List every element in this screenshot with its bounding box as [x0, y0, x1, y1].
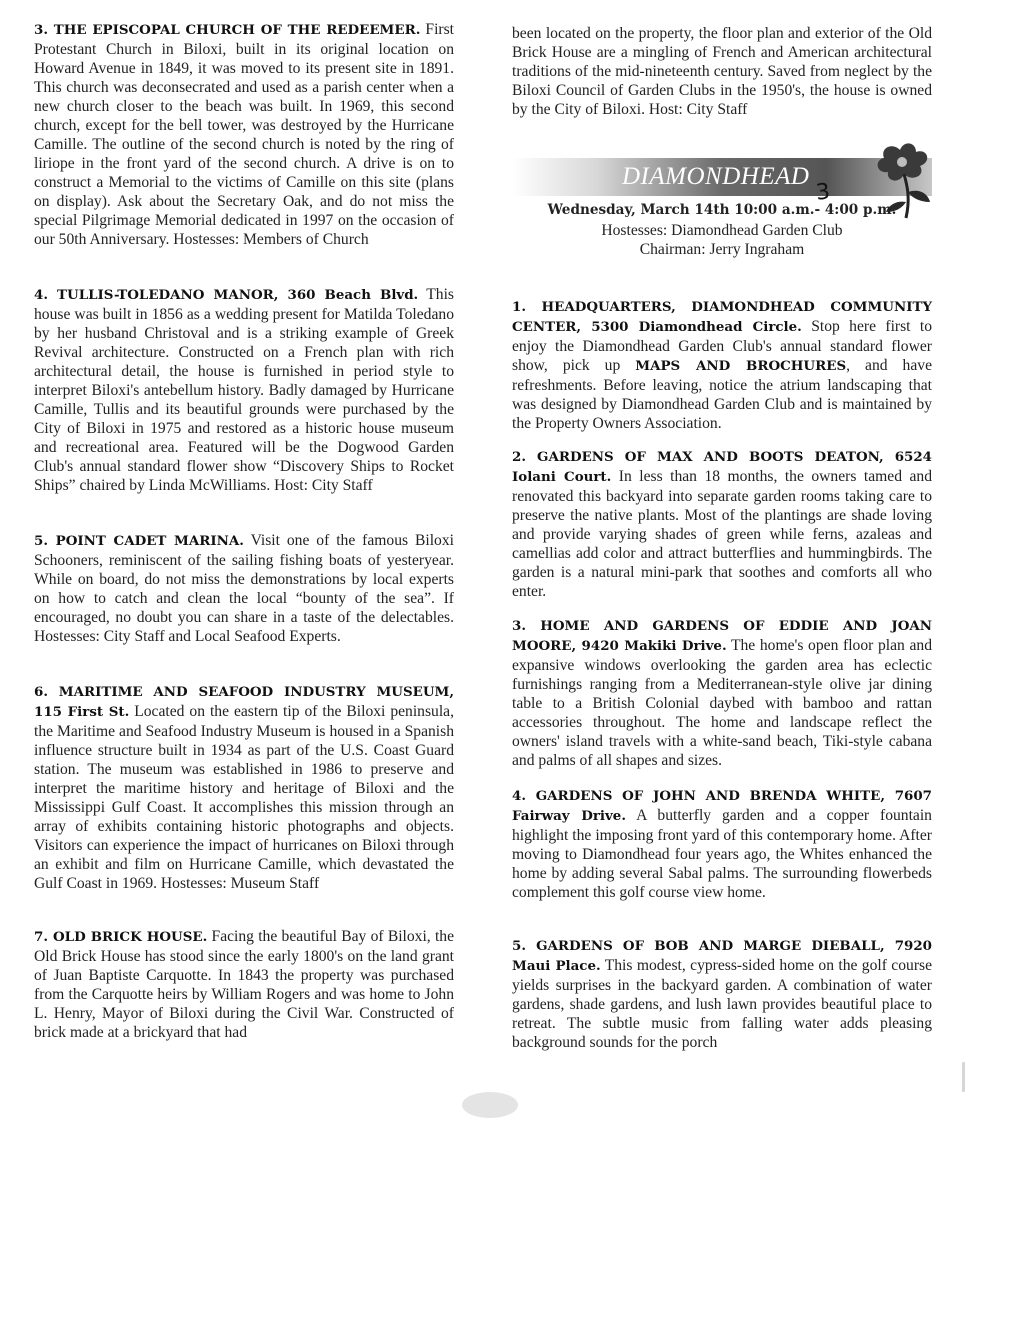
entry-heading: 5. GARDENS OF BOB AND MARGE DIEBALL, 7920 Maui Place.: [512, 938, 932, 974]
entry-dieball-gardens: [512, 936, 932, 1052]
entry-heading: 7. OLD BRICK HOUSE.: [34, 929, 208, 945]
entry-point-cadet-marina: [34, 531, 454, 646]
entry-body: Located on the eastern tip of the Biloxi peninsula, the Maritime and Seafood Industry Museum is housed in a Spanish influence structure built in 1934 as part of the U.S. Coast Guard station. The museum was established in 1986 to preserve and interpret the maritime history and heritage of Biloxi and the Mississippi Gulf Coast. It accomplishes this mission through an array of exhibits containing historic photographs and objects. Visitors can experience the impact of hurricanes on Biloxi through an exhibit and film on Hurricane Camille, which devastated the Gulf Coast in 1969. Hostesses: Museum Staff: [34, 703, 455, 892]
entry-body-continued: , and have refreshments. Before leaving, notice the atrium landscaping that was designed by Diamondhead Garden Club and is maintained by the Property Owners Association.: [512, 357, 932, 432]
entry-moore-gardens: [512, 616, 932, 770]
entry-heading: 6. MARITIME AND SEAFOOD INDUSTRY MUSEUM, 115 First St.: [34, 684, 454, 720]
entry-heading: 3. HOME AND GARDENS OF EDDIE AND JOAN MOORE, 9420 Makiki Drive.: [512, 618, 932, 654]
handwritten-mark: 3: [814, 179, 832, 206]
event-chairman: Chairman: Jerry Ingraham: [639, 241, 805, 258]
entry-old-brick-house: [34, 927, 454, 1042]
maps-brochures-text: MAPS AND BROCHURES: [635, 358, 847, 374]
entry-body: The home's open floor plan and expansive windows overlooking the garden area has eclectic furnishings ranging from a Mediterranean-style olive jar dining table to a British Colonial daybed with bamboo and rattan accessories throughout. The home and landscape reflect the owners' island travels with a white-sand beach, Tiki-style cabana and palms of all shapes and sizes.: [512, 637, 932, 769]
entry-body: First Protestant Church in Biloxi, built in its original location on Howard Avenue in 1849, it was moved to its present site in 1891. This church was deconsecrated and used as a parish center when a new church closer to the beach was built. In 1969, this second church, except for the bell tower, was destroyed by the Hurricane Camille. The outline of the second church is noted by the ring of liriope in the front yard of the second church. A drive is on to construct a Memorial to the victims of Camille on this site (plans on display). Ask about the Secretary Oak, and do not miss the special Pilgrimage Memorial dedicated in 1997 on the occasion of our 50th Anniversary. Hostesses: Members of Church: [34, 21, 454, 248]
section-banner: [512, 158, 932, 196]
entry-heading: 4. GARDENS OF JOHN AND BRENDA WHITE, 7607 Fairway Drive.: [512, 788, 932, 824]
entry-body: Stop here first to enjoy the Diamondhead Garden Club's annual standard flower show, pick up: [512, 318, 932, 374]
event-hostesses: Hostesses: Diamondhead Garden Club: [601, 222, 843, 239]
entry-body: In less than 18 months, the owners tamed and renovated this backyard into separate garden rooms taking care to preserve the native plants. Most of the plantings are shade loving and provide varying shades of green while ferns, azaleas and camellias add color and attract butterflies and hummingbirds. The garden is a natural mini-park that soothes and comforts all who enter.: [512, 468, 932, 600]
entry-body: Facing the beautiful Bay of Biloxi, the Old Brick House has stood since the early 1800's on the land grant of Juan Baptiste Carquotte. In 1843 the property was purchased from the Carquotte heirs by William Rogers and was home to John L. Henry, Mayor of Biloxi during the Civil War. Constructed of brick made at a brickyard that had: [34, 928, 455, 1041]
entry-deaton-gardens: [512, 447, 932, 601]
entry-heading: 3. THE EPISCOPAL CHURCH OF THE REDEEMER.: [34, 22, 421, 38]
entry-headquarters: [512, 297, 932, 433]
entry-heading: 2. GARDENS OF MAX AND BOOTS DEATON, 6524 Iolani Court.: [512, 449, 932, 485]
entry-heading: 4. TULLIS-TOLEDANO MANOR, 360 Beach Blvd.: [34, 287, 419, 303]
banner-title: DIAMONDHEAD: [622, 163, 810, 190]
entry-tullis-toledano: [34, 285, 454, 495]
entry-body: This modest, cypress-sided home on the golf course yields surprises in the backyard garden. A combination of water gardens, shade gardens, and lush lawn provides beautiful place to retreat. The subtle music from falling water adds pleasing background sounds for the porch: [512, 957, 933, 1051]
entry-body: Visit one of the famous Biloxi Schooners, reminiscent of the sailing fishing boats of yesteryear. While on board, do not miss the demonstrations by local experts on how to catch and clean the local “bounty of the sea”. If encouraged, no doubt you can share in a taste of the delectables. Hostesses: City Staff and Local Seafood Experts.: [34, 532, 454, 645]
event-date: Wednesday, March 14th 10:00 a.m.- 4:00 p.m.: [547, 202, 897, 218]
old-brick-house-continuation: been located on the property, the floor plan and exterior of the Old Brick House are a mingling of French and American architectural traditions of the mid-nineteenth century. Saved from neglect by the Biloxi Council of Garden Clubs in the 1950's, the house is owned by the City of Biloxi. Host: City Staff: [512, 25, 932, 118]
entry-heading: 1. HEADQUARTERS, DIAMONDHEAD COMMUNITY CENTER, 5300 Diamondhead Circle.: [512, 299, 932, 335]
entry-heading: 5. POINT CADET MARINA.: [34, 533, 244, 549]
entry-white-gardens: [512, 786, 932, 902]
scan-mark: [962, 1062, 965, 1092]
entry-body: A butterfly garden and a copper fountain highlight the imposing front yard of this contemporary home. After moving to Diamondhead four years ago, the Whites enhanced the home by adding several Sabal palms. The surrounding flowerbeds complement this golf course view home.: [512, 807, 932, 901]
entry-body: This house was built in 1856 as a wedding present for Matilda Toledano by her husband Christoval and is a striking example of Greek Revival architecture. Constructed on a French plan with rich architectural detail, the house is furnished in period style to interpret Biloxi's antebellum history. Badly damaged by Hurricane Camille, Tullis and its beautiful grounds were purchased by the City of Biloxi in 1975 and restored as a historic house museum and recreational area. Featured will be the Dogwood Garden Club's annual standard flower show “Discovery Ships to Rocket Ships” chaired by Linda McWilliams. Host: City Staff: [34, 286, 454, 494]
entry-maritime-museum: [34, 682, 454, 893]
entry-episcopal-church: [34, 20, 454, 249]
scan-smudge: [462, 1092, 518, 1118]
